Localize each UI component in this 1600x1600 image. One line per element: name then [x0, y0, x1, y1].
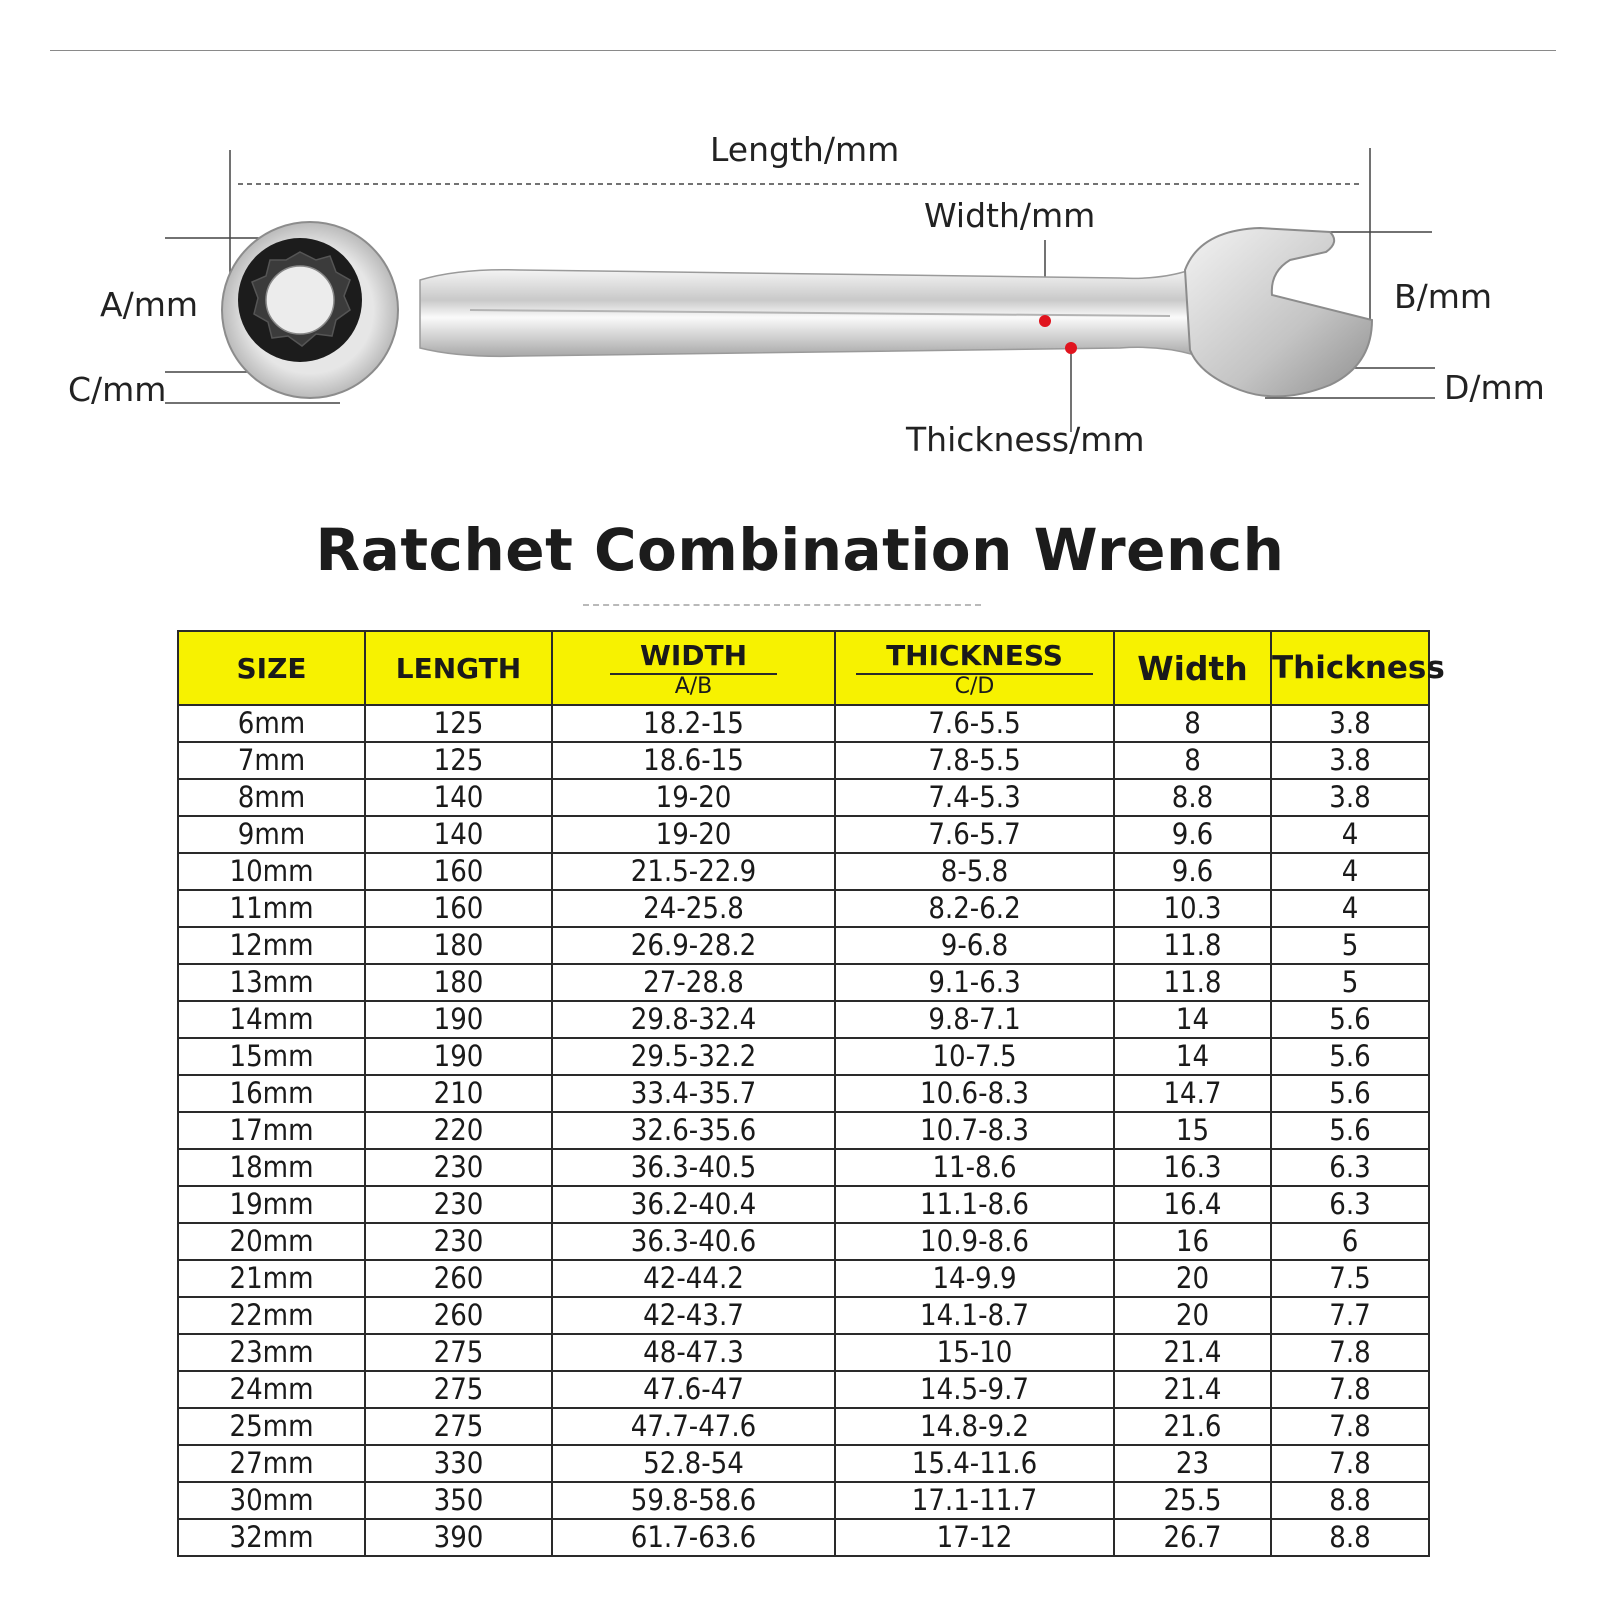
length-cell: 220 [365, 1112, 552, 1149]
length-cell: 350 [365, 1482, 552, 1519]
width-ab-cell: 47.7-47.6 [552, 1408, 835, 1445]
spec-table [177, 630, 1445, 1557]
size-cell: 21mm [178, 1260, 365, 1297]
table-row [178, 1334, 1429, 1371]
d-label: D/mm [1444, 368, 1545, 407]
width-ab-cell: 36.2-40.4 [552, 1186, 835, 1223]
size-cell: 20mm [178, 1223, 365, 1260]
open-end-head [1185, 228, 1372, 396]
size-cell: 24mm [178, 1371, 365, 1408]
size-cell: 32mm [178, 1519, 365, 1556]
thickness-cell: 6.3 [1271, 1186, 1429, 1223]
size-cell: 14mm [178, 1001, 365, 1038]
thickness-marker [1065, 342, 1077, 354]
thickness-cell: 5.6 [1271, 1038, 1429, 1075]
width-ab-cell: 36.3-40.6 [552, 1223, 835, 1260]
thickness-cd-cell: 10-7.5 [835, 1038, 1114, 1075]
width-cell: 16 [1114, 1223, 1271, 1260]
width-cell: 15 [1114, 1112, 1271, 1149]
thickness-cell: 6 [1271, 1223, 1429, 1260]
wrench-illustration [0, 120, 1600, 480]
thickness-cd-cell: 10.7-8.3 [835, 1112, 1114, 1149]
thickness-cd-cell: 14.5-9.7 [835, 1371, 1114, 1408]
width-ab-cell: 19-20 [552, 816, 835, 853]
size-cell: 25mm [178, 1408, 365, 1445]
width-ab-cell: 18.6-15 [552, 742, 835, 779]
size-cell: 16mm [178, 1075, 365, 1112]
length-cell: 125 [365, 705, 552, 742]
width-ab-cell: 26.9-28.2 [552, 927, 835, 964]
length-cell: 230 [365, 1186, 552, 1223]
thickness-label: Thickness/mm [906, 420, 1145, 459]
size-cell: 18mm [178, 1149, 365, 1186]
size-cell: 22mm [178, 1297, 365, 1334]
table-row [178, 927, 1429, 964]
table-row [178, 890, 1429, 927]
thickness-cell: 8.8 [1271, 1519, 1429, 1556]
a-label: A/mm [100, 285, 198, 324]
table-row [178, 1186, 1429, 1223]
length-cell: 140 [365, 779, 552, 816]
table-row [178, 1001, 1429, 1038]
thickness-cd-cell: 11.1-8.6 [835, 1186, 1114, 1223]
table-row [178, 705, 1429, 742]
width-marker [1039, 315, 1051, 327]
size-cell: 30mm [178, 1482, 365, 1519]
thickness-cell: 6.3 [1271, 1149, 1429, 1186]
width-cell: 20 [1114, 1260, 1271, 1297]
thickness-cd-cell: 9.8-7.1 [835, 1001, 1114, 1038]
table-row [178, 853, 1429, 890]
thickness-cell: 5.6 [1271, 1075, 1429, 1112]
size-cell: 27mm [178, 1445, 365, 1482]
size-cell: 12mm [178, 927, 365, 964]
thickness-cell: 5 [1271, 927, 1429, 964]
width-cell: 8 [1114, 705, 1271, 742]
length-cell: 260 [365, 1297, 552, 1334]
thickness-cell: 7.8 [1271, 1334, 1429, 1371]
thickness-cell: 4 [1271, 816, 1429, 853]
width-cell: 10.3 [1114, 890, 1271, 927]
length-cell: 230 [365, 1149, 552, 1186]
table-row [178, 1112, 1429, 1149]
size-cell: 15mm [178, 1038, 365, 1075]
length-cell: 180 [365, 927, 552, 964]
table-row [178, 816, 1429, 853]
spec-table-body [178, 705, 1429, 1556]
thickness-cell: 5.6 [1271, 1001, 1429, 1038]
thickness-cd-cell: 7.8-5.5 [835, 742, 1114, 779]
width-cell: 16.3 [1114, 1149, 1271, 1186]
thickness-cell: 5.6 [1271, 1112, 1429, 1149]
length-cell: 275 [365, 1408, 552, 1445]
width-cell: 11.8 [1114, 927, 1271, 964]
thickness-cell: 4 [1271, 890, 1429, 927]
width-ab-cell: 21.5-22.9 [552, 853, 835, 890]
thickness-cell: 3.8 [1271, 705, 1429, 742]
length-cell: 140 [365, 816, 552, 853]
length-cell: 190 [365, 1038, 552, 1075]
title-underline [583, 604, 981, 606]
width-ab-cell: 47.6-47 [552, 1371, 835, 1408]
header-length: LENGTH [365, 631, 552, 705]
width-ab-cell: 29.5-32.2 [552, 1038, 835, 1075]
wrench-diagram [0, 120, 1600, 480]
width-ab-cell: 32.6-35.6 [552, 1112, 835, 1149]
length-cell: 260 [365, 1260, 552, 1297]
size-cell: 10mm [178, 853, 365, 890]
table-row [178, 1075, 1429, 1112]
table-row [178, 1260, 1429, 1297]
width-ab-cell: 19-20 [552, 779, 835, 816]
width-cell: 14 [1114, 1038, 1271, 1075]
thickness-cd-cell: 11-8.6 [835, 1149, 1114, 1186]
width-ab-cell: 52.8-54 [552, 1445, 835, 1482]
table-row [178, 1519, 1429, 1556]
width-ab-cell: 61.7-63.6 [552, 1519, 835, 1556]
thickness-cell: 3.8 [1271, 779, 1429, 816]
table-row [178, 1371, 1429, 1408]
thickness-cd-cell: 7.6-5.5 [835, 705, 1114, 742]
width-cell: 21.4 [1114, 1334, 1271, 1371]
length-cell: 330 [365, 1445, 552, 1482]
length-cell: 390 [365, 1519, 552, 1556]
size-cell: 13mm [178, 964, 365, 1001]
size-cell: 9mm [178, 816, 365, 853]
spec-table-header [178, 631, 1445, 705]
size-cell: 6mm [178, 705, 365, 742]
thickness-cd-cell: 8.2-6.2 [835, 890, 1114, 927]
thickness-cell: 5 [1271, 964, 1429, 1001]
b-label: B/mm [1394, 277, 1493, 316]
header-width-ab: WIDTH A/B [552, 631, 835, 705]
thickness-cd-cell: 14.1-8.7 [835, 1297, 1114, 1334]
width-ab-cell: 36.3-40.5 [552, 1149, 835, 1186]
width-cell: 9.6 [1114, 816, 1271, 853]
table-row [178, 779, 1429, 816]
thickness-cell: 7.8 [1271, 1371, 1429, 1408]
thickness-cd-cell: 7.4-5.3 [835, 779, 1114, 816]
thickness-cd-cell: 7.6-5.7 [835, 816, 1114, 853]
width-cell: 8.8 [1114, 779, 1271, 816]
width-ab-cell: 59.8-58.6 [552, 1482, 835, 1519]
ratchet-ring-head [222, 222, 398, 398]
size-cell: 7mm [178, 742, 365, 779]
thickness-cell: 7.8 [1271, 1408, 1429, 1445]
table-row [178, 1297, 1429, 1334]
table-row [178, 1408, 1429, 1445]
length-cell: 230 [365, 1223, 552, 1260]
top-divider [50, 50, 1556, 51]
width-cell: 23 [1114, 1445, 1271, 1482]
thickness-cd-cell: 10.6-8.3 [835, 1075, 1114, 1112]
thickness-cd-cell: 9-6.8 [835, 927, 1114, 964]
length-cell: 125 [365, 742, 552, 779]
width-cell: 8 [1114, 742, 1271, 779]
width-ab-cell: 24-25.8 [552, 890, 835, 927]
width-ab-cell: 42-43.7 [552, 1297, 835, 1334]
header-thickness-cd: THICKNESS C/D [835, 631, 1114, 705]
table-row [178, 964, 1429, 1001]
size-cell: 23mm [178, 1334, 365, 1371]
thickness-cell: 7.7 [1271, 1297, 1429, 1334]
width-ab-cell: 27-28.8 [552, 964, 835, 1001]
width-label: Width/mm [924, 196, 1096, 235]
width-cell: 9.6 [1114, 853, 1271, 890]
length-cell: 160 [365, 853, 552, 890]
length-cell: 210 [365, 1075, 552, 1112]
thickness-cd-cell: 9.1-6.3 [835, 964, 1114, 1001]
thickness-cell: 7.8 [1271, 1445, 1429, 1482]
length-cell: 275 [365, 1371, 552, 1408]
width-cell: 20 [1114, 1297, 1271, 1334]
width-cell: 21.6 [1114, 1408, 1271, 1445]
width-ab-cell: 48-47.3 [552, 1334, 835, 1371]
table-row [178, 1038, 1429, 1075]
width-cell: 21.4 [1114, 1371, 1271, 1408]
header-size: SIZE [178, 631, 365, 705]
length-cell: 180 [365, 964, 552, 1001]
size-cell: 19mm [178, 1186, 365, 1223]
header-thickness: Thickness [1271, 631, 1429, 705]
thickness-cd-cell: 15-10 [835, 1334, 1114, 1371]
table-row [178, 1223, 1429, 1260]
size-cell: 8mm [178, 779, 365, 816]
thickness-cd-cell: 14.8-9.2 [835, 1408, 1114, 1445]
width-cell: 16.4 [1114, 1186, 1271, 1223]
header-width: Width [1114, 631, 1271, 705]
length-cell: 275 [365, 1334, 552, 1371]
page-title: Ratchet Combination Wrench [315, 516, 1285, 584]
table-row [178, 1482, 1429, 1519]
thickness-cell: 4 [1271, 853, 1429, 890]
thickness-cell: 8.8 [1271, 1482, 1429, 1519]
table-row [178, 1149, 1429, 1186]
thickness-cd-cell: 15.4-11.6 [835, 1445, 1114, 1482]
thickness-cd-cell: 8-5.8 [835, 853, 1114, 890]
thickness-cd-cell: 17-12 [835, 1519, 1114, 1556]
width-ab-cell: 33.4-35.7 [552, 1075, 835, 1112]
size-cell: 11mm [178, 890, 365, 927]
width-ab-cell: 18.2-15 [552, 705, 835, 742]
width-ab-cell: 29.8-32.4 [552, 1001, 835, 1038]
width-cell: 14.7 [1114, 1075, 1271, 1112]
width-cell: 11.8 [1114, 964, 1271, 1001]
thickness-cell: 3.8 [1271, 742, 1429, 779]
width-cell: 26.7 [1114, 1519, 1271, 1556]
thickness-cd-cell: 17.1-11.7 [835, 1482, 1114, 1519]
length-label: Length/mm [710, 130, 900, 169]
thickness-cd-cell: 14-9.9 [835, 1260, 1114, 1297]
thickness-cell: 7.5 [1271, 1260, 1429, 1297]
width-cell: 14 [1114, 1001, 1271, 1038]
width-cell: 25.5 [1114, 1482, 1271, 1519]
table-row [178, 1445, 1429, 1482]
thickness-cd-cell: 10.9-8.6 [835, 1223, 1114, 1260]
width-ab-cell: 42-44.2 [552, 1260, 835, 1297]
table-row [178, 742, 1429, 779]
length-cell: 160 [365, 890, 552, 927]
size-cell: 17mm [178, 1112, 365, 1149]
length-cell: 190 [365, 1001, 552, 1038]
c-label: C/mm [68, 370, 167, 409]
